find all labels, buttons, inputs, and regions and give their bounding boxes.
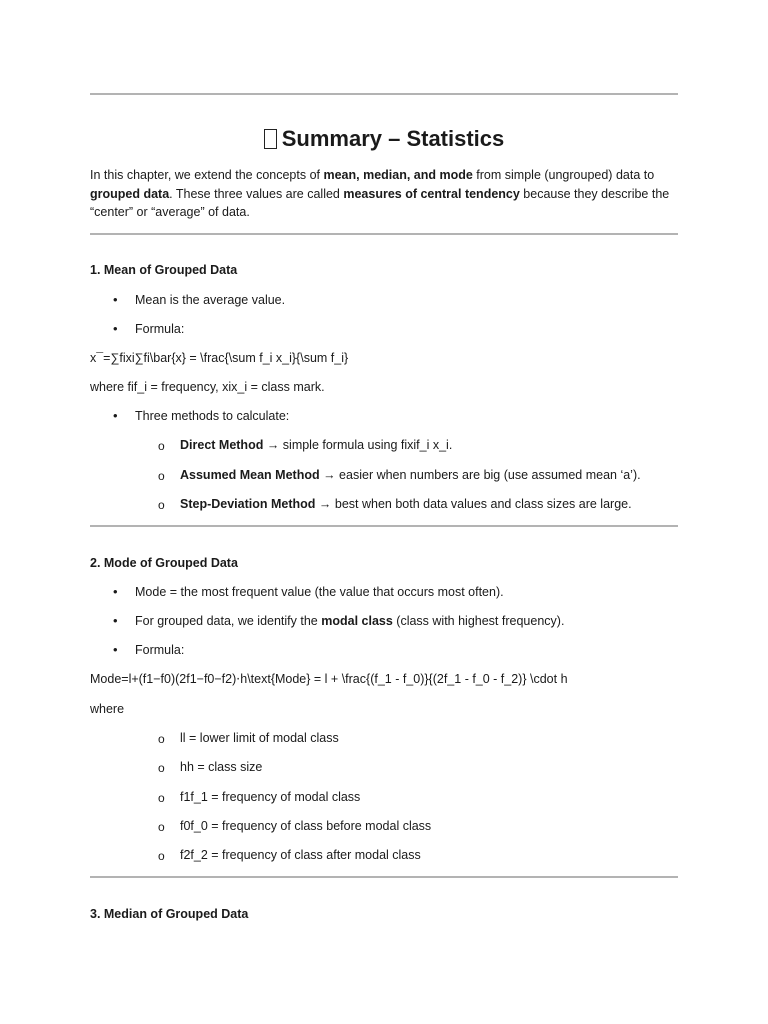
horizontal-rule — [90, 876, 678, 878]
sub-bullet-marker: o — [158, 849, 165, 863]
bullet-marker: • — [113, 321, 118, 336]
sub-bullet-marker: o — [158, 791, 165, 805]
sub-bullet-marker: o — [158, 732, 165, 746]
term-item: f2f_2 = frequency of class after modal class — [180, 848, 421, 862]
term-item: f1f_1 = frequency of modal class — [180, 790, 361, 804]
section-heading-mode: 2. Mode of Grouped Data — [90, 556, 238, 570]
sub-bullet-marker: o — [158, 498, 165, 512]
list-item: Formula: — [135, 643, 185, 657]
intro-paragraph: In this chapter, we extend the concepts of mean, median, and mode from simple (ungrouped) data to grouped data. These three values are called measures of central tendency because they describe the “center” or “average” of data. — [90, 168, 670, 219]
horizontal-rule — [90, 93, 678, 95]
sub-bullet-marker: o — [158, 761, 165, 775]
method-item: Direct Method → simple formula using fixif_i x_i. — [180, 438, 453, 452]
list-item: Mode = the most frequent value (the value that occurs most often). — [135, 585, 504, 599]
page-title: Summary – Statistics — [90, 126, 678, 152]
bullet-marker: • — [113, 584, 118, 599]
term-item: f0f_0 = frequency of class before modal class — [180, 819, 432, 833]
term-item: hh = class size — [180, 760, 263, 774]
list-item: Three methods to calculate: — [135, 409, 290, 423]
section-heading-median: 3. Median of Grouped Data — [90, 907, 249, 921]
sub-bullet-marker: o — [158, 469, 165, 483]
mean-formula: x¯=∑fixi∑fi\bar{x} = \frac{\sum f_i x_i}{\sum f_i} — [90, 351, 349, 365]
horizontal-rule — [90, 525, 678, 527]
list-item: For grouped data, we identify the modal class (class with highest frequency). — [135, 614, 565, 628]
sub-bullet-marker: o — [158, 820, 165, 834]
list-item: Mean is the average value. — [135, 293, 286, 307]
bullet-marker: • — [113, 292, 118, 307]
term-item: ll = lower limit of modal class — [180, 731, 339, 745]
bullet-marker: • — [113, 408, 118, 423]
sub-bullet-marker: o — [158, 439, 165, 453]
method-item: Step-Deviation Method → best when both data values and class sizes are large. — [180, 497, 632, 511]
section-heading-mean: 1. Mean of Grouped Data — [90, 263, 238, 277]
list-item: Formula: — [135, 322, 185, 336]
mode-formula: Mode=l+(f1−f0)(2f1−f0−f2)⋅h\text{Mode} = l + \frac{(f_1 - f_0)}{(2f_1 - f_0 - f_2)} \cdot h — [90, 672, 568, 686]
bullet-marker: • — [113, 613, 118, 628]
method-item: Assumed Mean Method → easier when numbers are big (use assumed mean ‘a’). — [180, 468, 641, 482]
mean-where-text: where fif_i = frequency, xix_i = class mark. — [90, 380, 325, 394]
horizontal-rule — [90, 233, 678, 235]
bullet-marker: • — [113, 642, 118, 657]
missing-glyph-icon — [264, 129, 277, 149]
mode-where-text: where — [90, 702, 125, 716]
